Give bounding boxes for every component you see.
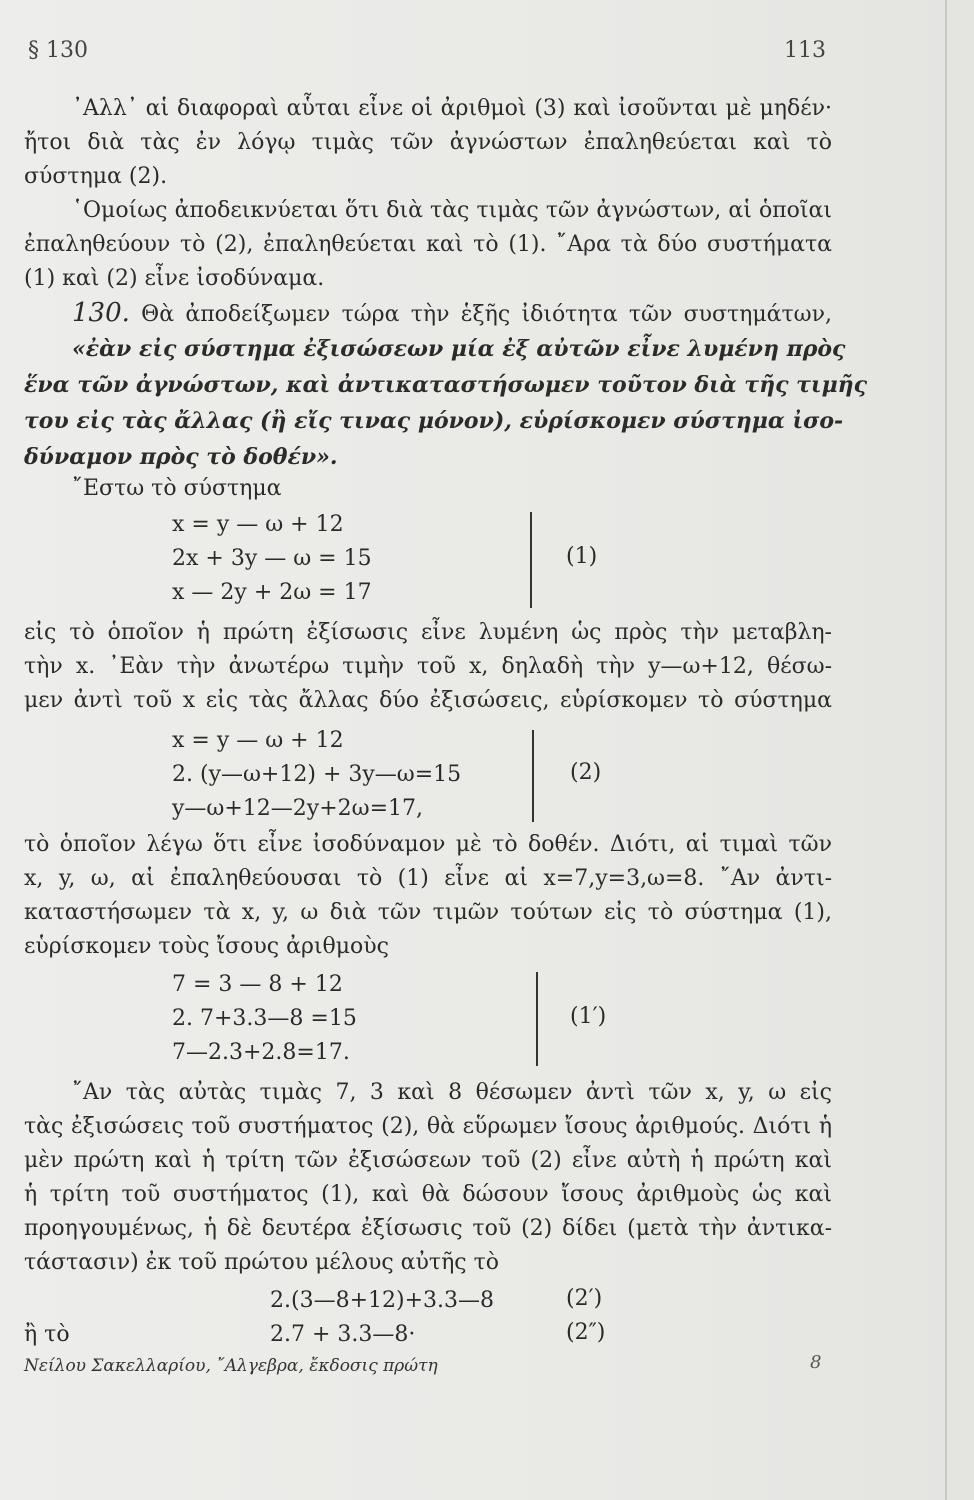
system-label: (1′) — [570, 1004, 607, 1029]
equation: x = y — ω + 12 — [172, 512, 344, 537]
equation-label: (2′) — [566, 1286, 603, 1311]
equation-prefix: ἢ τὸ — [24, 1322, 70, 1347]
text-line: ῎Αν τὰς αὐτὰς τιμὰς 7, 3 καὶ 8 θέσωμεν ἀντὶ τῶν x, y, ω εἰς — [72, 1080, 832, 1105]
section-number: 130. — [72, 298, 130, 328]
signature-mark: 8 — [810, 1352, 822, 1373]
equation: 2. (y—ω+12) + 3y—ω=15 — [172, 762, 462, 787]
system-label: (2) — [570, 760, 602, 785]
text-line: τὸ ὁποῖον λέγω ὅτι εἶνε ἰσοδύναμον μὲ τὸ δοθέν. Διότι, αἱ τιμαὶ τῶν — [24, 832, 832, 857]
text-line: μεν ἀντὶ τοῦ x εἰς τὰς ἄλλας δύο ἐξισώσεις, εὑρίσκομεν τὸ σύστημα — [24, 688, 832, 713]
text-line: ἤτοι διὰ τὰς ἐν λόγῳ τιμὰς τῶν ἀγνώστων ἐπαληθεύεται καὶ τὸ — [24, 130, 832, 155]
text-line: προηγουμένως, ἡ δὲ δευτέρα ἐξίσωσις τοῦ (2) δίδει (μετὰ τὴν ἀντικα- — [24, 1216, 832, 1241]
system-bracket — [530, 512, 532, 608]
text-line: ἐπαληθεύουν τὸ (2), ἐπαληθεύεται καὶ τὸ (1). ῎Αρα τὰ δύο συστήματα — [24, 232, 832, 257]
page-edge — [945, 0, 947, 1500]
text-line: σύστημα (2). — [24, 164, 168, 189]
text-line: ᾽Αλλ᾽ αἱ διαφοραὶ αὗται εἶνε οἱ ἀριθμοὶ (3) καὶ ἰσοῦνται μὲ μηδέν· — [72, 96, 832, 121]
text-line: ῾Ομοίως ἀποδεικνύεται ὅτι διὰ τὰς τιμὰς τῶν ἀγνώστων, αἱ ὁποῖαι — [72, 198, 832, 223]
section-marker: § 130 — [28, 38, 88, 63]
equation: 7 = 3 — 8 + 12 — [172, 972, 343, 997]
text-line: x, y, ω, αἱ ἐπαληθεύουσαι τὸ (1) εἶνε αἱ x=7,y=3,ω=8. ῎Αν ἀντι- — [24, 866, 832, 891]
page-number: 113 — [784, 38, 826, 63]
system-bracket — [532, 730, 534, 822]
theorem-line: ἕνα τῶν ἀγνώστων, καὶ ἀντικαταστήσωμεν τοῦτον διὰ τῆς τιμῆς — [24, 372, 868, 398]
equation-label: (2″) — [566, 1320, 606, 1345]
theorem-line: δύναμον πρὸς τὸ δοθέν». — [24, 444, 338, 470]
text-line: καταστήσωμεν τὰ x, y, ω διὰ τῶν τιμῶν τούτων εἰς τὸ σύστημα (1), — [24, 900, 832, 925]
equation: 2.(3—8+12)+3.3—8 — [270, 1288, 494, 1313]
text-line: μὲν πρώτη καὶ ἡ τρίτη τῶν ἐξισώσεων τοῦ (2) εἶνε αὐτὴ ἡ πρώτη καὶ — [24, 1148, 832, 1173]
theorem-line: του εἰς τὰς ἄλλας (ἢ εἴς τινας μόνον), εὑρίσκομεν σύστημα ἰσο- — [24, 408, 844, 434]
section-intro: Θὰ ἀποδείξωμεν τώρα τὴν ἑξῆς ἰδιότητα τῶν συστημάτων, — [141, 302, 832, 327]
text-line: ἡ τρίτη τοῦ συστήματος (1), καὶ θὰ δώσουν ἴσους ἀριθμοὺς ὡς καὶ — [24, 1182, 832, 1207]
system-label: (1) — [566, 544, 598, 569]
theorem-line: «ἐὰν εἰς σύστημα ἐξισώσεων μία ἐξ αὐτῶν εἶνε λυμένη πρὸς — [72, 336, 846, 362]
equation: 2. 7+3.3—8 =15 — [172, 1006, 357, 1031]
equation: 2.7 + 3.3—8· — [270, 1322, 416, 1347]
text-line: τάστασιν) ἐκ τοῦ πρώτου μέλους αὐτῆς τὸ — [24, 1250, 499, 1275]
equation: x = y — ω + 12 — [172, 728, 344, 753]
text-line: εἰς τὸ ὁποῖον ἡ πρώτη ἐξίσωσις εἶνε λυμένη ὡς πρὸς τὴν μεταβλη- — [24, 620, 832, 645]
text-line: τὴν x. ᾽Εὰν τὴν ἀνωτέρω τιμὴν τοῦ x, δηλαδὴ τὴν y—ω+12, θέσω- — [24, 654, 832, 679]
equation: 2x + 3y — ω = 15 — [172, 546, 372, 571]
text-line: (1) καὶ (2) εἶνε ἰσοδύναμα. — [24, 266, 325, 291]
text-line: τὰς ἐξισώσεις τοῦ συστήματος (2), θὰ εὕρωμεν ἴσους ἀριθμούς. Διότι ἡ — [24, 1114, 832, 1139]
text-line: ῎Εστω τὸ σύστημα — [72, 476, 282, 501]
footer-imprint: Νείλου Σακελλαρίου, ῎Αλγεβρα, ἔκδοσις πρώτη — [24, 1356, 438, 1376]
equation: x — 2y + 2ω = 17 — [172, 580, 372, 605]
system-bracket — [536, 972, 538, 1066]
equation: y—ω+12—2y+2ω=17, — [172, 796, 424, 821]
text-line: εὑρίσκομεν τοὺς ἴσους ἀριθμοὺς — [24, 934, 389, 959]
section-intro-line — [24, 298, 832, 330]
equation: 7—2.3+2.8=17. — [172, 1040, 350, 1065]
